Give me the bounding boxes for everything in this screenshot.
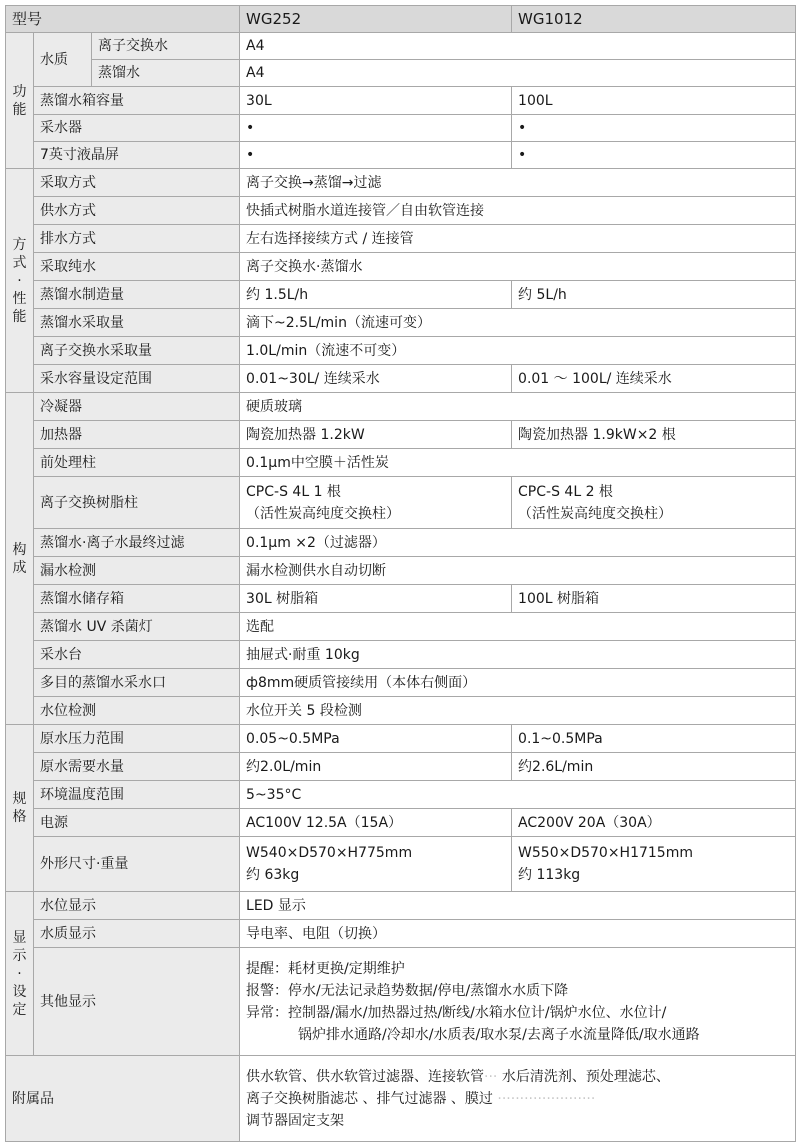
distilled-water-value: A4 <box>240 60 796 87</box>
accessories-faded-2: ······················ <box>492 1090 596 1107</box>
pretreatment-value: 0.1μm中空膜＋活性炭 <box>240 449 796 477</box>
accessories-line2 <box>246 1088 789 1110</box>
accessories-label: 附属品 <box>6 1056 240 1142</box>
power-wg1012: AC200V 20A（30A） <box>512 809 796 837</box>
pressure-wg1012: 0.1~0.5MPa <box>512 725 796 753</box>
other-display-label: 其他显示 <box>34 948 240 1056</box>
level-display-value: LED 显示 <box>240 892 796 920</box>
ion-water-value: A4 <box>240 33 796 60</box>
section-specification: 规格 <box>6 725 34 892</box>
accessories-line2-a: 离子交换树脂滤芯 、排气过滤器 、膜过 <box>246 1090 493 1107</box>
sampler-wg1012: • <box>512 115 796 142</box>
dist-rate-label: 蒸馏水采取量 <box>34 309 240 337</box>
accessories-faded-1: ··· <box>484 1068 502 1085</box>
supply-value: 快插式树脂水道连接管／自由软管连接 <box>240 197 796 225</box>
section-construction: 构成 <box>6 393 34 725</box>
outlet-value: ф8mm硬质管接续用（本体右侧面） <box>240 669 796 697</box>
size-weight-wg252 <box>240 837 512 892</box>
pretreatment-label: 前处理柱 <box>34 449 240 477</box>
ion-rate-label: 离子交换水采取量 <box>34 337 240 365</box>
section-display: 显示·设定 <box>6 892 34 1056</box>
size-wg252-weight: 约 63kg <box>246 867 300 883</box>
pressure-label: 原水压力范围 <box>34 725 240 753</box>
production-wg1012: 约 5L/h <box>512 281 796 309</box>
tank-capacity-wg252: 30L <box>240 87 512 115</box>
pure-water-value: 离子交换水·蒸馏水 <box>240 253 796 281</box>
level-detect-label: 水位检测 <box>34 697 240 725</box>
drain-value: 左右选择接续方式 / 连接管 <box>240 225 796 253</box>
lcd-label: 7英寸液晶屏 <box>34 142 240 169</box>
production-label: 蒸馏水制造量 <box>34 281 240 309</box>
water-demand-wg1012: 约2.6L/min <box>512 753 796 781</box>
other-display-alarm: 报警：停水/无法记录趋势数据/停电/蒸馏水水质下降 <box>246 982 569 999</box>
lcd-wg252: • <box>240 142 512 169</box>
other-display-error-cont: 锅炉排水通路/冷却水/水质表/取水泵/去离子水流量降低/取水通路 <box>298 1026 700 1043</box>
heater-wg1012: 陶瓷加热器 1.9kW×2 根 <box>512 421 796 449</box>
header-label: 型号 <box>6 6 240 33</box>
condenser-value: 硬质玻璃 <box>240 393 796 421</box>
ion-rate-value: 1.0L/min（流速不可变） <box>240 337 796 365</box>
water-quality-label: 水质 <box>34 33 92 87</box>
section-performance: 方式·性能 <box>6 169 34 393</box>
resin-column-wg1012 <box>512 477 796 529</box>
sampling-stand-label: 采水台 <box>34 641 240 669</box>
dist-rate-value: 滴下~2.5L/min（流速可变） <box>240 309 796 337</box>
drain-label: 排水方式 <box>34 225 240 253</box>
spec-table <box>5 5 796 1142</box>
resin-column-label: 离子交换树脂柱 <box>34 477 240 529</box>
level-display-label: 水位显示 <box>34 892 240 920</box>
lcd-wg1012: • <box>512 142 796 169</box>
pure-water-label: 采取纯水 <box>34 253 240 281</box>
outlet-label: 多目的蒸馏水采水口 <box>34 669 240 697</box>
leak-detect-label: 漏水检测 <box>34 557 240 585</box>
method-value: 离子交换→蒸馏→过滤 <box>240 169 796 197</box>
resin-wg1012-line2: （活性炭高纯度交换柱） <box>518 505 673 522</box>
power-label: 电源 <box>34 809 240 837</box>
pressure-wg252: 0.05~0.5MPa <box>240 725 512 753</box>
resin-column-wg252 <box>240 477 512 529</box>
size-wg252-dims: W540×D570×H775mm <box>246 845 413 861</box>
leak-detect-value: 漏水检测供水自动切断 <box>240 557 796 585</box>
level-detect-value: 水位开关 5 段检测 <box>240 697 796 725</box>
sampler-wg252: • <box>240 115 512 142</box>
section-function: 功能 <box>6 33 34 169</box>
accessories-line3: 调节器固定支架 <box>246 1112 345 1129</box>
sampling-stand-value: 抽屉式·耐重 10kg <box>240 641 796 669</box>
resin-wg252-line1: CPC-S 4L 1 根 <box>246 483 341 500</box>
uv-lamp-value: 选配 <box>240 613 796 641</box>
capacity-range-label: 采水容量设定范围 <box>34 365 240 393</box>
resin-wg1012-line1: CPC-S 4L 2 根 <box>518 483 613 500</box>
accessories-line1 <box>246 1066 789 1088</box>
accessories-line1-b: 水后清洗剂、预处理滤芯、 <box>501 1068 670 1085</box>
ion-water-label: 离子交换水 <box>92 33 240 60</box>
accessories-value <box>240 1056 796 1142</box>
storage-tank-wg252: 30L 树脂箱 <box>240 585 512 613</box>
size-wg1012-dims: W550×D570×H1715mm <box>518 845 693 861</box>
temp-range-label: 环境温度范围 <box>34 781 240 809</box>
production-wg252: 约 1.5L/h <box>240 281 512 309</box>
quality-display-value: 导电率、电阻（切换） <box>240 920 796 948</box>
storage-tank-wg1012: 100L 树脂箱 <box>512 585 796 613</box>
resin-wg252-line2: （活性炭高纯度交换柱） <box>246 505 401 522</box>
storage-tank-label: 蒸馏水储存箱 <box>34 585 240 613</box>
final-filter-value: 0.1μm ×2（过滤器） <box>240 529 796 557</box>
accessories-line1-a: 供水软管、供水软管过滤器、连接软管 <box>246 1068 485 1085</box>
tank-capacity-label: 蒸馏水箱容量 <box>34 87 240 115</box>
capacity-range-wg252: 0.01~30L/ 连续采水 <box>240 365 512 393</box>
other-display-reminder: 提醒：耗材更换/定期维护 <box>246 960 405 977</box>
tank-capacity-wg1012: 100L <box>512 87 796 115</box>
header-row <box>6 6 796 33</box>
water-demand-wg252: 约2.0L/min <box>240 753 512 781</box>
other-display-value <box>240 948 796 1056</box>
distilled-water-label: 蒸馏水 <box>92 60 240 87</box>
capacity-range-wg1012: 0.01 ～ 100L/ 连续采水 <box>512 365 796 393</box>
heater-wg252: 陶瓷加热器 1.2kW <box>240 421 512 449</box>
model-wg252: WG252 <box>240 6 512 33</box>
model-wg1012: WG1012 <box>512 6 796 33</box>
size-weight-label: 外形尺寸·重量 <box>34 837 240 892</box>
sampler-label: 采水器 <box>34 115 240 142</box>
condenser-label: 冷凝器 <box>34 393 240 421</box>
temp-range-value: 5~35°C <box>240 781 796 809</box>
size-wg1012-weight: 约 113kg <box>518 867 581 883</box>
method-label: 采取方式 <box>34 169 240 197</box>
power-wg252: AC100V 12.5A（15A） <box>240 809 512 837</box>
size-weight-wg1012 <box>512 837 796 892</box>
quality-display-label: 水质显示 <box>34 920 240 948</box>
water-demand-label: 原水需要水量 <box>34 753 240 781</box>
uv-lamp-label: 蒸馏水 UV 杀菌灯 <box>34 613 240 641</box>
heater-label: 加热器 <box>34 421 240 449</box>
final-filter-label: 蒸馏水·离子水最终过滤 <box>34 529 240 557</box>
other-display-error: 异常：控制器/漏水/加热器过热/断线/水箱水位计/锅炉水位、水位计/ <box>246 1004 667 1021</box>
supply-label: 供水方式 <box>34 197 240 225</box>
